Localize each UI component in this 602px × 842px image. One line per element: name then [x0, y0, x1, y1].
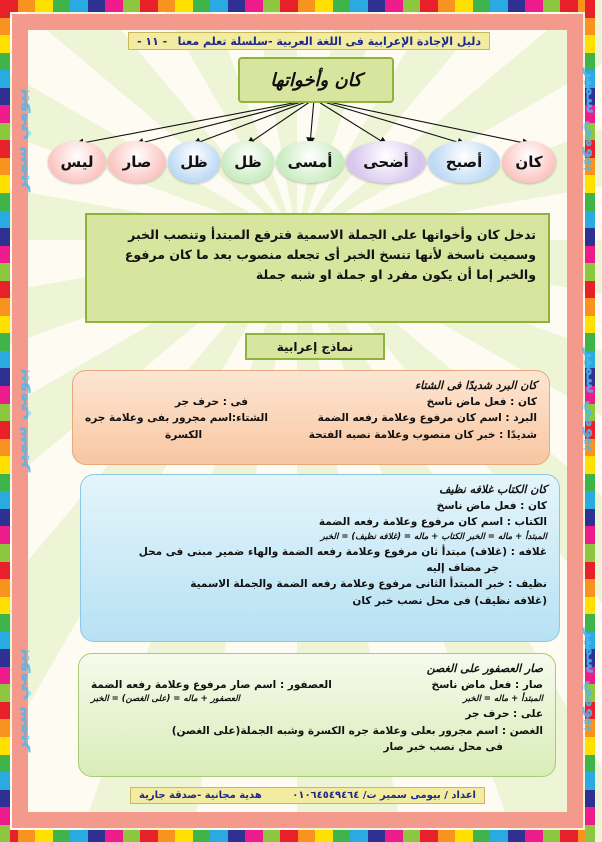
footer-gift: هدية مجانية -صدقة جارية: [139, 790, 262, 801]
verb-bubble-asbaha: [428, 141, 500, 183]
example-card-1: [72, 370, 550, 465]
parse-item: البرد : اسم كان مرفوع وعلامة رفعه الضمة: [317, 412, 537, 425]
footer-bar: [130, 787, 485, 804]
example-sentence: صار العصفور على الغصن: [426, 662, 543, 675]
example-card-2: [80, 474, 560, 642]
watermark-right-bottom: بيومي سمير: [581, 628, 602, 732]
models-label: [245, 333, 385, 360]
parse-row: [85, 410, 537, 426]
lesson-title-text: كان وأخواتها: [270, 69, 362, 91]
parse-line: غلافه : (غلاف) مبتدأ ثان مرفوع وعلامة رفعه الضمة والهاء ضمير مبنى فى محل: [138, 545, 547, 558]
parse-formula: العصفور + ماله = (على الغصن) = الخبر: [91, 694, 240, 705]
connector-arrow: [314, 99, 529, 144]
models-label-text: نماذج إعرابية: [276, 339, 354, 354]
verb-bubble-amsa: [276, 141, 344, 183]
verb-label: ظل: [234, 153, 262, 171]
verb-label: أضحى: [363, 153, 409, 171]
verb-label: صار: [122, 153, 152, 171]
parse-item: الكسرة: [165, 428, 203, 441]
example-sentence: كان الكتاب غلافه نظيف: [439, 483, 547, 496]
parse-row: [85, 394, 537, 410]
parse-item: الشتاء:اسم مجرور بفى وعلامة جره: [85, 412, 268, 425]
page-number: - ١١ -: [137, 34, 168, 48]
verb-bubble-kana: [502, 141, 556, 183]
connector-arrow: [314, 99, 386, 144]
verb-bubble-zalla-1: [222, 141, 274, 183]
parse-row: [85, 427, 537, 443]
lesson-title: [238, 57, 394, 103]
parse-row: [91, 693, 543, 706]
watermark-right-mid: بيومي سمير: [581, 348, 602, 452]
parse-item: العصفور : اسم صار مرفوع وعلامة رفعه الضمة: [91, 679, 332, 692]
verb-label: ليس: [60, 153, 94, 171]
verb-label: كان: [515, 153, 543, 171]
watermark-left-bottom: بيومي سمير: [11, 648, 32, 752]
watermark-left-top: بيومي سمير: [11, 88, 32, 192]
parse-item: صار : فعل ماض ناسخ: [431, 679, 543, 692]
header-bar: [128, 32, 490, 50]
connector-arrow: [77, 99, 314, 144]
series-title: دليل الإجادة الإعرابية فى اللغة العربية -سلسلة تعلم معنا: [177, 34, 481, 48]
rule-line: وسميت ناسخة لأنها تنسخ الخبر أى تجعله منصوب بعد ما كان مرفوع: [124, 247, 536, 262]
example-card-3: [78, 653, 556, 777]
connector-arrow: [310, 99, 314, 144]
parse-line: جر مضاف إليه: [426, 562, 499, 575]
parse-item: كان : فعل ماض ناسخ: [426, 396, 537, 409]
rule-explanation-box: [85, 213, 550, 323]
verb-bubble-adha: [346, 141, 426, 183]
parse-line: فى محل نصب خبر صار: [383, 741, 503, 754]
rule-line: تدخل كان وأخواتها على الجملة الاسمية فترفع المبتدأ وتنصب الخبر: [128, 227, 536, 242]
verb-label: أمسى: [287, 153, 333, 171]
rule-line: والخبر إما أن يكون مفرد او جملة او شبه جملة: [255, 267, 536, 282]
parse-formula: المبتدأ + ماله = الخبر: [463, 694, 543, 705]
verb-bubble-laysa: [48, 141, 106, 183]
parse-line: على : حرف جر: [465, 708, 543, 721]
parse-line: الكتاب : اسم كان مرفوع وعلامة رفعه الضمة: [318, 516, 547, 529]
parse-item: شديدًا : خبر كان منصوب وعلامة نصبه الفتحة: [308, 428, 537, 441]
watermark-left-mid: بيومي سمير: [11, 368, 32, 472]
parse-line: (غلافه نظيف) فى محل نصب خبر كان: [352, 594, 547, 607]
verb-label: ظل: [180, 153, 208, 171]
parse-line: نظيف : خبر المبتدأ الثانى مرفوع وعلامة رفعه الضمة والجملة الاسمية: [190, 578, 547, 591]
parse-line: كان : فعل ماض ناسخ: [436, 500, 547, 513]
footer-author: اعداد / بيومى سمير ت/ ٠١٠٦٤٥٤٩٤٦٤: [292, 790, 476, 801]
verb-label: أصبح: [445, 153, 483, 171]
example-sentence: كان البرد شديدًا فى الشتاء: [414, 379, 537, 392]
watermark-right-top: بيومي سمير: [581, 68, 602, 172]
parse-item: فى : حرف جر: [175, 396, 249, 409]
parse-line: الغصن : اسم مجرور بعلى وعلامة جره الكسرة وشبه الجملة(على الغصن): [171, 724, 543, 737]
connector-arrow: [194, 99, 314, 144]
verb-bubble-sara: [108, 141, 166, 183]
connector-arrow: [314, 99, 464, 144]
parse-formula: المبتدأ + ماله = الخبر الكتاب + ماله = (غلافه نظيف) = الخبر: [320, 531, 547, 542]
parse-row: [91, 677, 543, 693]
verb-bubble-zalla-2: [168, 141, 220, 183]
connector-arrow: [137, 99, 314, 144]
